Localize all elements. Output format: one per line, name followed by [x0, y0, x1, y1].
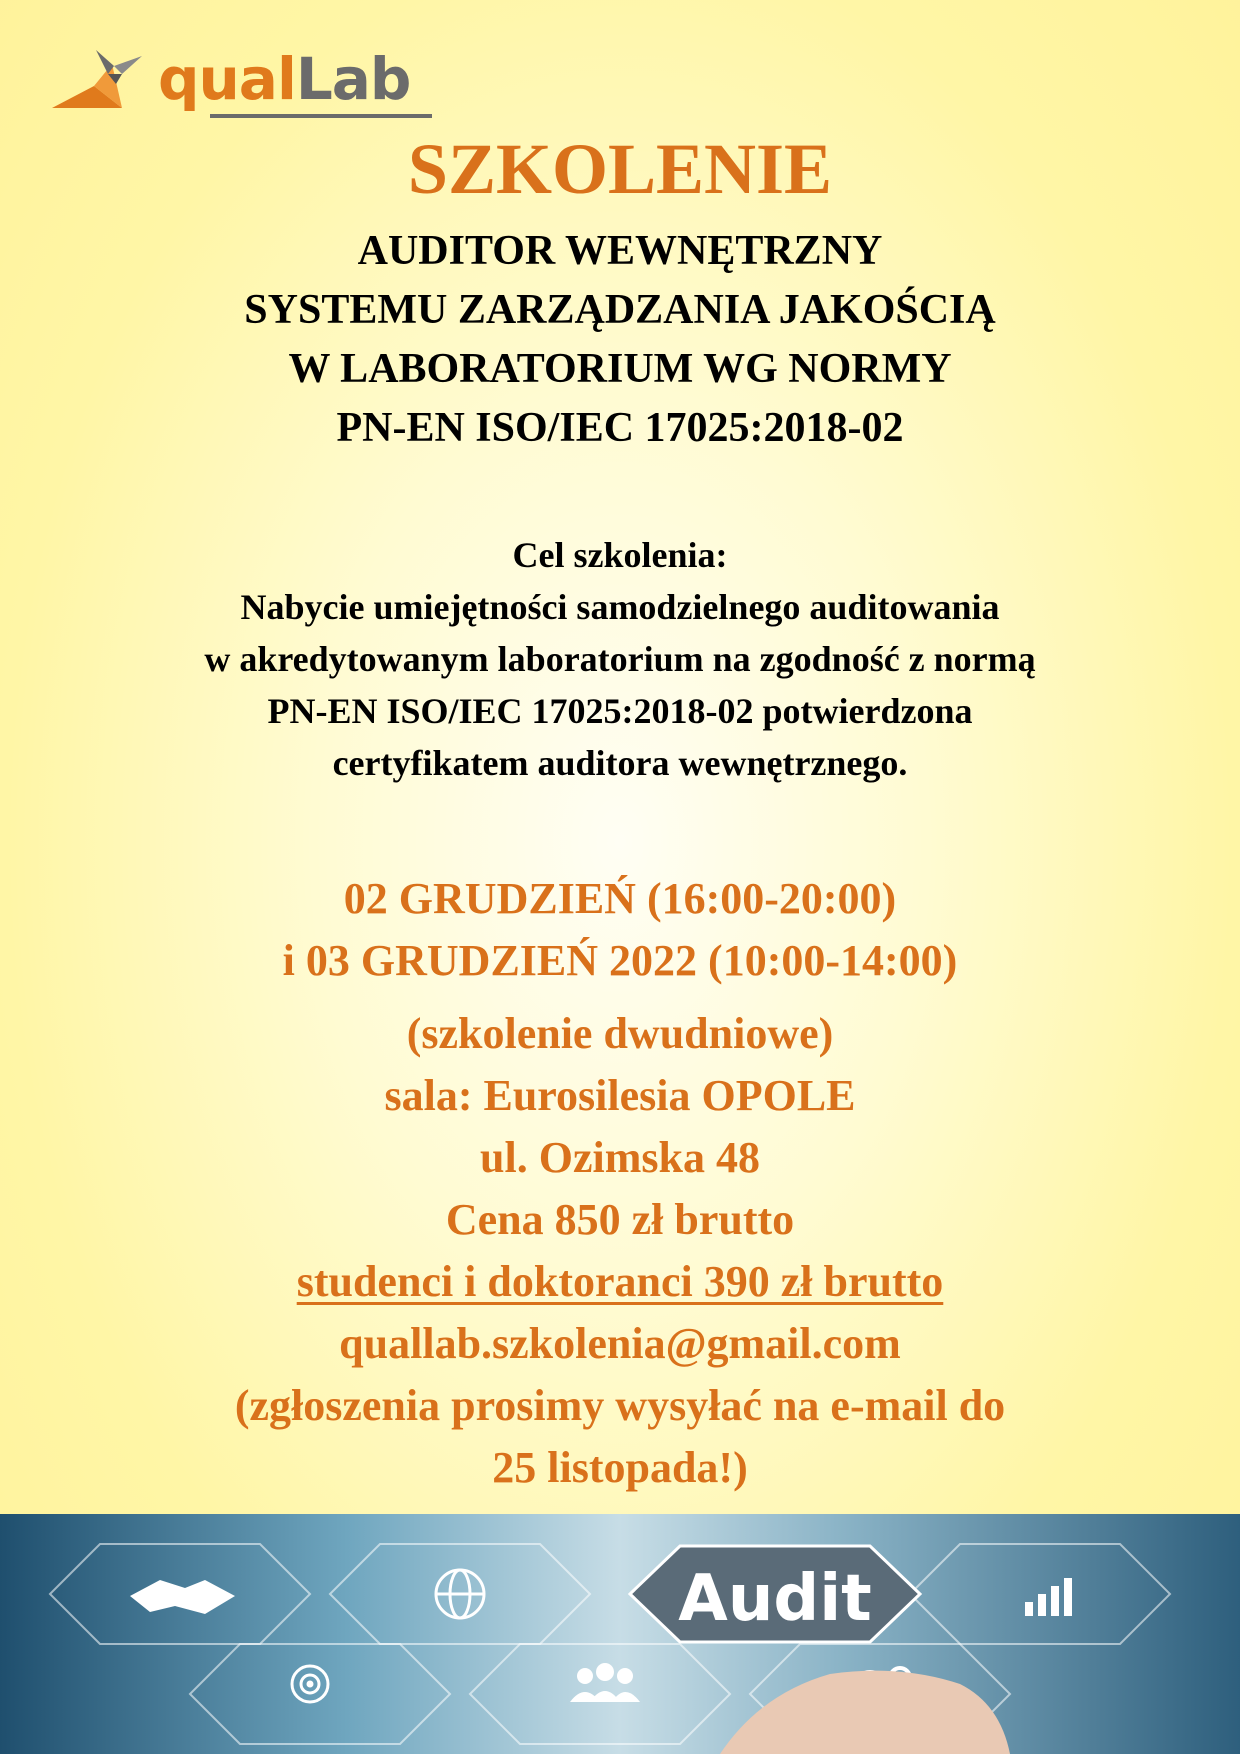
- bar-chart-icon: [1025, 1578, 1072, 1616]
- handshake-icon: [130, 1580, 235, 1614]
- target-icon: [292, 1666, 328, 1702]
- duration-text: (szkolenie dwudniowe): [406, 1009, 834, 1058]
- quallab-logo: [52, 44, 411, 124]
- price-text: Cena 850 zł brutto: [445, 1195, 795, 1244]
- training-dates: [0, 868, 1240, 992]
- logo-part-lab: Lab: [295, 45, 411, 113]
- date-line: 02 GRUDZIEŃ (16:00-20:00): [343, 874, 897, 923]
- audit-banner-image: [0, 1514, 1240, 1754]
- goal-line: certyfikatem auditora wewnętrznego.: [332, 743, 908, 783]
- training-goal: [0, 529, 1240, 789]
- date-line: i 03 GRUDZIEŃ 2022 (10:00-14:00): [282, 936, 958, 985]
- goal-line: Nabycie umiejętności samodzielnego auditowania: [240, 587, 1000, 627]
- goal-line: PN-EN ISO/IEC 17025:2018-02 potwierdzona: [267, 691, 973, 731]
- goal-label: Cel szkolenia:: [512, 535, 728, 575]
- course-title-line: PN-EN ISO/IEC 17025:2018-02: [336, 405, 904, 451]
- student-price-text: studenci i doktoranci 390 zł brutto: [296, 1257, 944, 1306]
- registration-note-line: (zgłoszenia prosimy wysyłać na e-mail do: [234, 1381, 1006, 1430]
- venue-text: sala: Eurosilesia OPOLE: [384, 1071, 856, 1120]
- people-icon: [570, 1663, 640, 1702]
- hexagon-frame: [190, 1644, 450, 1744]
- page-title: SZKOLENIE: [407, 129, 833, 209]
- contact-email[interactable]: quallab.szkolenia@gmail.com: [339, 1319, 901, 1368]
- logo-underline: [210, 114, 432, 118]
- logo-wordmark: [158, 45, 411, 113]
- goal-line: w akredytowanym laboratorium na zgodność z normą: [204, 639, 1036, 679]
- bird-logo-icon: [52, 44, 162, 114]
- course-title: [0, 222, 1240, 458]
- address-text: ul. Ozimska 48: [480, 1133, 760, 1182]
- registration-note-line: 25 listopada!): [492, 1443, 748, 1492]
- training-details: [0, 1003, 1240, 1499]
- course-title-line: W LABORATORIUM WG NORMY: [288, 346, 952, 392]
- globe-icon: [436, 1570, 484, 1618]
- logo-part-qual: qual: [158, 45, 296, 113]
- audit-label: Audit: [678, 1562, 872, 1636]
- hand-image: [720, 1671, 1010, 1754]
- course-title-line: AUDITOR WEWNĘTRZNY: [357, 228, 883, 274]
- course-title-line: SYSTEMU ZARZĄDZANIA JAKOŚCIĄ: [244, 287, 996, 333]
